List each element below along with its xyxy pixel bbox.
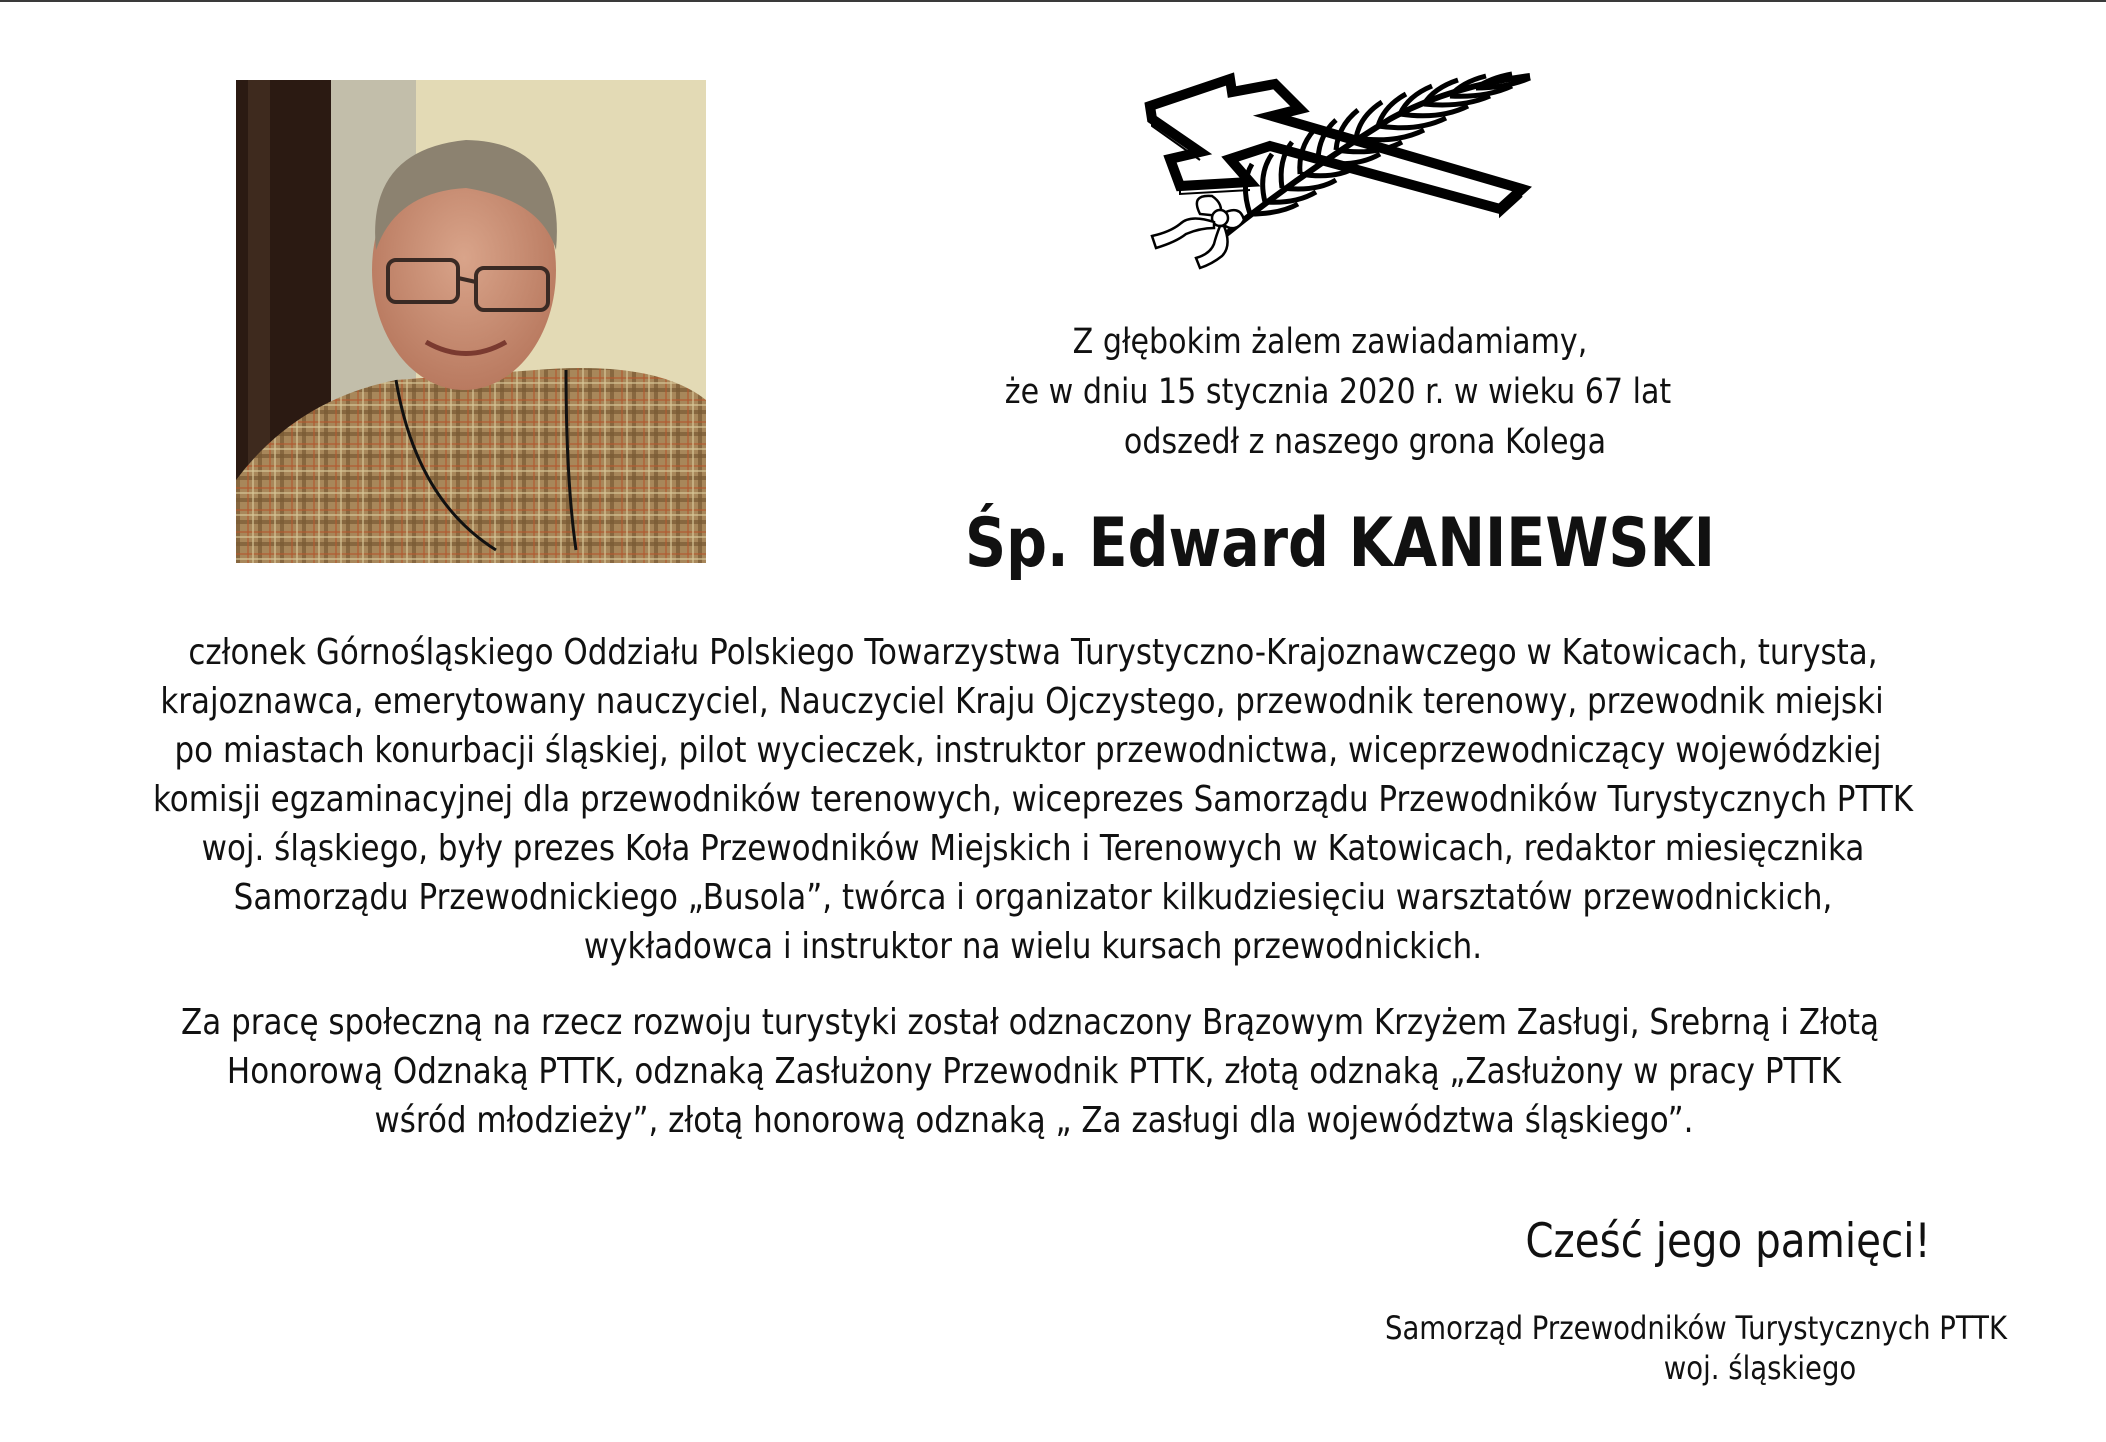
cross-with-palm-branch-icon bbox=[1140, 64, 1540, 274]
biography-line: Samorządu Przewodnickiego „Busola”, twórca i organizator kilkudziesięciu warsztatów przewodnickich, bbox=[233, 877, 1833, 918]
signature-region: woj. śląskiego bbox=[1663, 1349, 1857, 1387]
awards-line: wśród młodzieży”, złotą honorową odznaką „ Za zasługi dla województwa śląskiego”. bbox=[374, 1100, 1694, 1141]
signature-organization: Samorząd Przewodników Turystycznych PTTK bbox=[1384, 1309, 2008, 1347]
deceased-name: Śp. Edward KANIEWSKI bbox=[965, 504, 1715, 583]
announcement-line-2: że w dniu 15 stycznia 2020 r. w wieku 67 lat bbox=[1004, 372, 1672, 412]
biography-line: woj. śląskiego, były prezes Koła Przewodników Miejskich i Terenowych w Katowicach, redaktor miesięcznika bbox=[201, 828, 1865, 869]
closing-remembrance: Cześć jego pamięci! bbox=[1525, 1214, 1931, 1269]
portrait-photo bbox=[236, 80, 706, 563]
biography-line: po miastach konurbacji śląskiej, pilot wycieczek, instruktor przewodnictwa, wiceprzewodniczący wojewódzkiej bbox=[174, 730, 1882, 771]
announcement-line-3: odszedł z naszego grona Kolega bbox=[1123, 422, 1607, 462]
biography-line: komisji egzaminacyjnej dla przewodników terenowych, wiceprezes Samorządu Przewodników Turystycznych PTTK bbox=[152, 779, 1914, 820]
biography-line: członek Górnośląskiego Oddziału Polskiego Towarzystwa Turystyczno-Krajoznawczego w Katowicach, turysta, bbox=[188, 632, 1878, 673]
biography-line: krajoznawca, emerytowany nauczyciel, Nauczyciel Kraju Ojczystego, przewodnik terenowy, przewodnik miejski bbox=[160, 681, 1884, 722]
awards-line: Za pracę społeczną na rzecz rozwoju turystyki został odznaczony Brązowym Krzyżem Zasługi, Srebrną i Złotą bbox=[181, 1002, 1879, 1043]
top-border-line bbox=[0, 0, 2106, 2]
announcement-line-1: Z głębokim żalem zawiadamiamy, bbox=[1072, 322, 1588, 362]
awards-line: Honorową Odznaką PTTK, odznaką Zasłużony Przewodnik PTTK, złotą odznaką „Zasłużony w pracy PTTK bbox=[226, 1051, 1842, 1092]
biography-line: wykładowca i instruktor na wielu kursach przewodnickich. bbox=[583, 926, 1483, 967]
